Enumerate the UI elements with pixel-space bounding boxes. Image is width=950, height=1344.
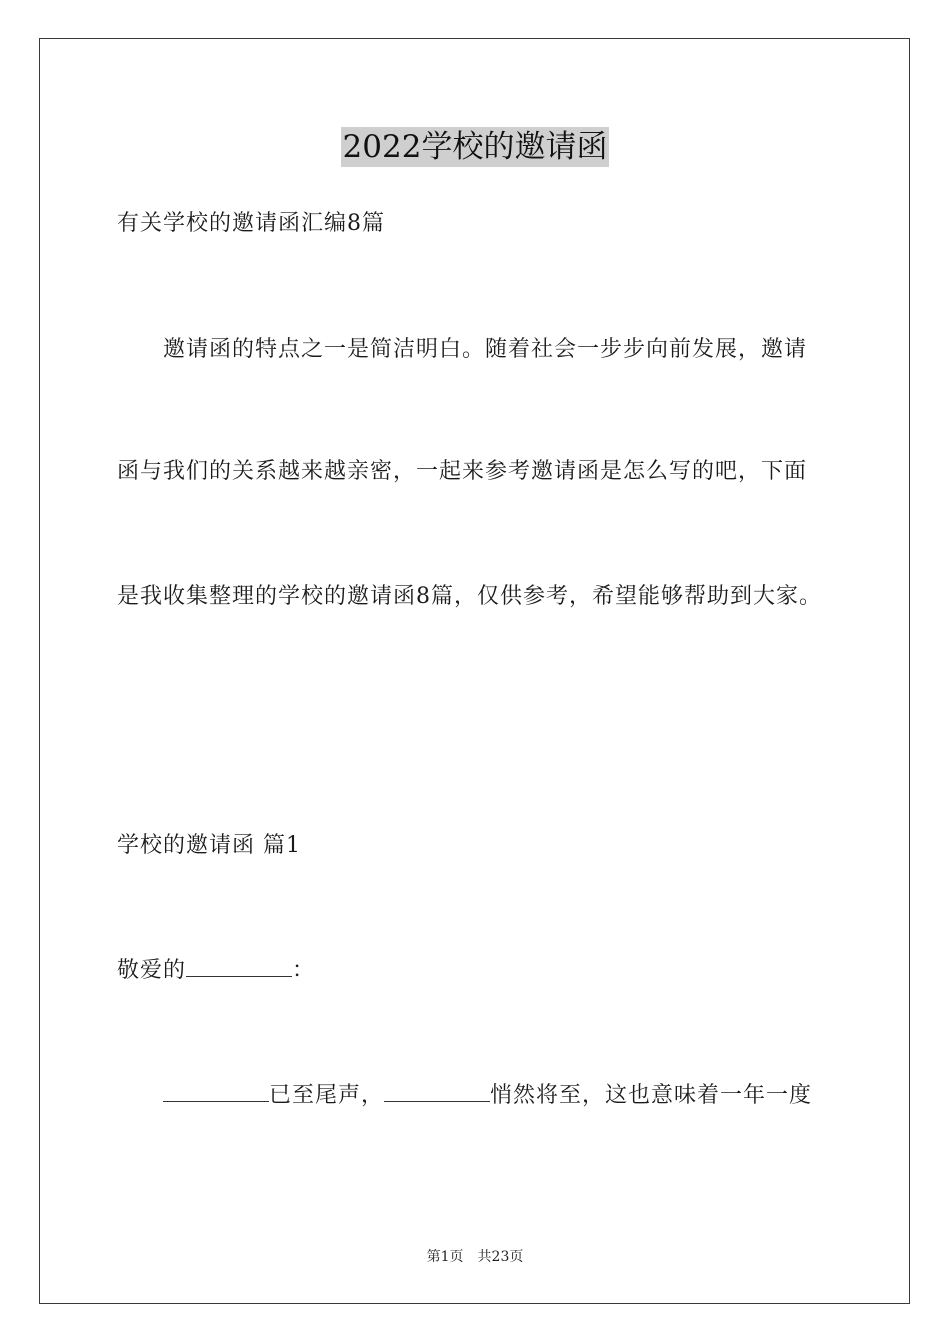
section-heading: 学校的邀请函 篇1 — [117, 833, 301, 858]
page-number-total: 共23页 — [477, 1249, 524, 1265]
document-subtitle: 有关学校的邀请函汇编8篇 — [117, 211, 385, 236]
salutation-suffix: ： — [292, 958, 316, 983]
salutation — [117, 956, 315, 986]
intro-line-2: 函与我们的关系越来越亲密，一起来参考邀请函是怎么写的吧，下面 — [117, 459, 808, 484]
body-blank-2 — [384, 1083, 490, 1102]
salutation-prefix: 敬爱的 — [117, 958, 187, 983]
salutation-blank — [186, 958, 292, 977]
page-number-current: 第1页 — [426, 1249, 464, 1265]
body-line-part1: 已至尾声， — [269, 1083, 385, 1108]
page-footer — [0, 1248, 950, 1266]
title-container — [0, 127, 950, 167]
body-blank-1 — [163, 1083, 269, 1102]
document-title: 2022学校的邀请函 — [342, 129, 608, 165]
intro-line-3: 是我收集整理的学校的邀请函8篇，仅供参考，希望能够帮助到大家。 — [117, 584, 822, 609]
intro-line-1: 邀请函的特点之一是简洁明白。随着社会一步步向前发展，邀请 — [163, 337, 808, 362]
body-line-part2: 悄然将至，这也意味着一年一度 — [490, 1083, 813, 1108]
body-line — [163, 1081, 812, 1111]
